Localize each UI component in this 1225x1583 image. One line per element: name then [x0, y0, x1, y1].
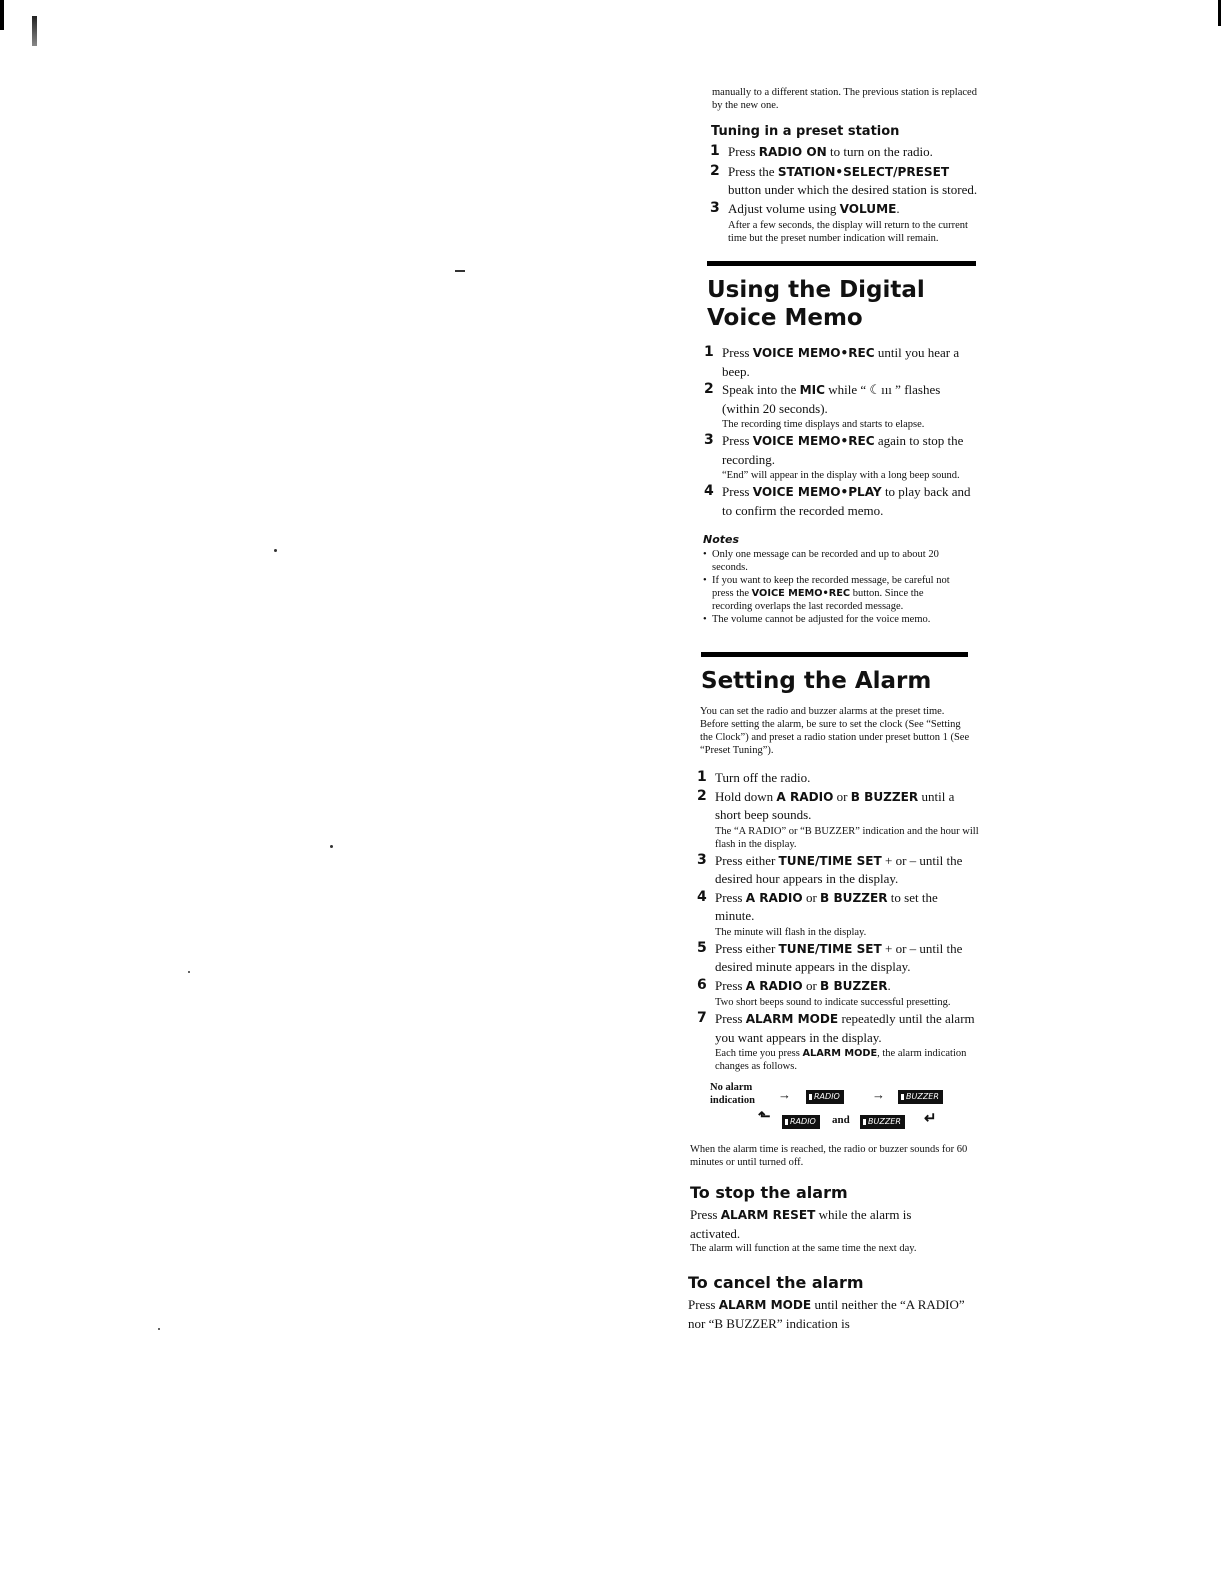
step-text: Turn off the radio.	[715, 770, 811, 785]
cancel-text: until neither the “A RADIO” nor “B BUZZER” indication is	[688, 1297, 965, 1331]
notes-title: Notes	[703, 533, 740, 546]
button-name: VOLUME	[839, 201, 897, 216]
step-text: + or – until the desired hour appears in the display.	[715, 852, 963, 886]
button-name: VOICE MEMO•REC	[752, 346, 875, 360]
list-item	[697, 769, 980, 787]
list-item	[697, 977, 980, 1010]
list-item	[703, 613, 965, 626]
scan-speck	[274, 549, 277, 552]
preset-heading: Tuning in a preset station	[711, 124, 900, 139]
stop-alarm-text	[690, 1206, 960, 1242]
list-item	[710, 143, 980, 162]
button-name: VOICE MEMO•REC	[751, 588, 851, 599]
note-text: , the alarm indication changes as follows.	[715, 1048, 967, 1072]
list-item	[697, 788, 980, 851]
step-text: to turn on the radio.	[826, 144, 933, 159]
radio-indicator-tag: RADIO	[782, 1115, 820, 1129]
cancel-text: Press	[688, 1297, 719, 1312]
step-text: Hold down	[715, 788, 777, 804]
step-number: 2	[704, 381, 714, 397]
note-text: button. Since the recording overlaps the last recorded message.	[712, 588, 924, 612]
step-note	[715, 1047, 980, 1073]
button-name: MIC	[799, 383, 826, 397]
button-name: ALARM MODE	[802, 1048, 878, 1059]
step-text: Press either	[715, 852, 779, 868]
alarm-steps	[697, 769, 980, 1073]
list-item	[697, 852, 980, 888]
alarm-intro: You can set the radio and buzzer alarms at the preset time. Before setting the alarm, be sure to set the clock (See “Setting the Clock”) and preset a radio station under preset button 1 (See “Preset Tuning”).	[700, 706, 970, 756]
button-name: VOICE MEMO•PLAY	[752, 485, 882, 499]
scan-binding-mark	[32, 16, 37, 46]
stop-alarm-note: The alarm will function at the same time the next day.	[690, 1243, 917, 1254]
step-note: The recording time displays and starts to elapse.	[722, 419, 925, 430]
buzzer-indicator-tag: BUZZER	[898, 1090, 943, 1104]
section-rule	[701, 652, 968, 657]
step-note: “End” will appear in the display with a long beep sound.	[722, 470, 960, 481]
voice-memo-steps	[704, 344, 980, 519]
step-text: until you hear a beep.	[722, 345, 960, 379]
alarm-title: Setting the Alarm	[701, 668, 932, 694]
step-note: The minute will flash in the display.	[715, 926, 867, 938]
list-item	[710, 200, 980, 246]
list-item	[704, 344, 980, 380]
stop-text: Press	[690, 1207, 721, 1222]
step-text: + or – until the desired minute appears in the display.	[715, 940, 963, 974]
button-name: B BUZZER	[820, 978, 888, 993]
return-arrow-icon: ⬑	[758, 1109, 771, 1125]
arrow-right-icon: →	[872, 1087, 885, 1102]
step-text: button under which the desired station is stored.	[728, 182, 978, 197]
section-rule	[707, 261, 976, 266]
button-name: RADIO ON	[758, 145, 827, 159]
button-name: VOICE MEMO•REC	[752, 434, 875, 448]
voice-memo-title-line1: Using the Digital	[707, 277, 925, 303]
intro-continuation: manually to a different station. The previous station is replaced by the new one.	[712, 87, 977, 111]
step-number: 1	[710, 143, 720, 159]
content-column	[688, 86, 980, 1332]
list-item	[697, 889, 980, 939]
scan-edge-mark-right	[1218, 0, 1221, 26]
step-number: 3	[710, 199, 720, 216]
preset-steps	[710, 143, 980, 245]
step-number: 3	[704, 432, 714, 448]
list-item	[704, 432, 980, 482]
step-text: Adjust volume using	[728, 200, 840, 216]
voice-memo-title-line2: Voice Memo	[707, 305, 863, 331]
note-text: The volume cannot be adjusted for the voice memo.	[712, 614, 931, 625]
note-text: If you want to keep the recorded message, be careful not press the	[712, 575, 950, 599]
button-name: B BUZZER	[850, 789, 919, 804]
button-name: ALARM RESET	[720, 1208, 816, 1222]
scan-edge-mark	[0, 0, 4, 30]
voice-memo-title	[707, 276, 980, 332]
step-text: or	[802, 889, 821, 905]
step-text: again to stop the recording.	[722, 433, 964, 467]
step-number: 5	[697, 939, 707, 956]
step-text: or	[802, 977, 821, 993]
step-text: Speak into the	[722, 382, 800, 397]
step-number: 7	[697, 1010, 707, 1026]
step-text: Press	[722, 345, 753, 360]
no-alarm-label: No alarm indication	[710, 1082, 755, 1106]
list-item	[697, 940, 980, 976]
arrow-right-icon: →	[778, 1087, 791, 1102]
list-item	[704, 381, 980, 431]
step-text: or	[833, 788, 851, 804]
note-text: Each time you press	[715, 1048, 803, 1059]
note-text: Only one message can be recorded and up to about 20 seconds.	[712, 549, 939, 573]
step-text: Press	[715, 977, 746, 993]
button-name: STATION•SELECT/PRESET	[777, 164, 950, 179]
buzzer-indicator-tag: BUZZER	[860, 1115, 905, 1129]
step-text: until a short beep sounds.	[715, 788, 955, 822]
and-label: and	[832, 1114, 850, 1126]
step-number: 2	[697, 787, 707, 804]
cancel-alarm-text	[688, 1296, 968, 1332]
step-number: 1	[697, 769, 707, 785]
scan-speck	[330, 845, 333, 848]
step-text: Press	[722, 484, 753, 499]
button-name: ALARM MODE	[745, 1012, 839, 1026]
list-item	[697, 1010, 980, 1073]
stop-text: while the alarm is activated.	[690, 1207, 912, 1241]
button-name: B BUZZER	[820, 890, 888, 905]
step-text: Press	[715, 1011, 746, 1026]
stop-alarm-heading: To stop the alarm	[690, 1183, 848, 1202]
alarm-after-note: When the alarm time is reached, the radio or buzzer sounds for 60 minutes or until turned off.	[690, 1144, 968, 1168]
alarm-mode-cycle-diagram	[710, 1081, 980, 1137]
scan-speck	[188, 971, 190, 973]
step-text: Press the	[728, 163, 778, 179]
notes-list	[703, 548, 965, 626]
step-number: 4	[704, 483, 714, 499]
step-text: Press	[722, 433, 753, 448]
list-item	[703, 548, 965, 574]
step-text: .	[887, 977, 891, 993]
radio-indicator-tag: RADIO	[806, 1090, 844, 1104]
list-item	[703, 574, 965, 613]
step-text: Press either	[715, 940, 779, 956]
step-text: while “ ☾ııı ” flashes (within 20 seconds).	[722, 382, 941, 416]
list-item	[710, 163, 980, 199]
button-name: A RADIO	[776, 789, 834, 804]
step-text: .	[896, 200, 900, 216]
step-text: to set the minute.	[715, 889, 938, 923]
step-number: 2	[710, 162, 720, 179]
button-name: A RADIO	[745, 890, 803, 905]
step-note: Two short beeps sound to indicate successful presetting.	[715, 997, 951, 1008]
scan-speck	[455, 270, 465, 272]
scan-speck	[158, 1328, 160, 1330]
button-name: A RADIO	[745, 978, 803, 993]
step-note: After a few seconds, the display will return to the current time but the preset number indication will remain.	[728, 220, 968, 244]
button-name: TUNE/TIME SET	[778, 941, 882, 956]
step-text: repeatedly until the alarm you want appears in the display.	[715, 1011, 975, 1045]
button-name: ALARM MODE	[718, 1298, 812, 1312]
step-text: Press	[715, 889, 746, 905]
step-number: 6	[697, 976, 707, 993]
step-number: 1	[704, 344, 714, 360]
button-name: TUNE/TIME SET	[778, 853, 882, 868]
list-item	[704, 483, 980, 519]
step-number: 3	[697, 851, 707, 868]
return-arrow-icon: ↵	[924, 1111, 937, 1127]
step-note: The “A RADIO” or “B BUZZER” indication and the hour will flash in the display.	[715, 825, 979, 850]
step-text: Press	[728, 144, 759, 159]
step-number: 4	[697, 888, 707, 905]
step-text: to play back and to confirm the recorded memo.	[722, 484, 971, 518]
cancel-alarm-heading: To cancel the alarm	[688, 1273, 864, 1292]
